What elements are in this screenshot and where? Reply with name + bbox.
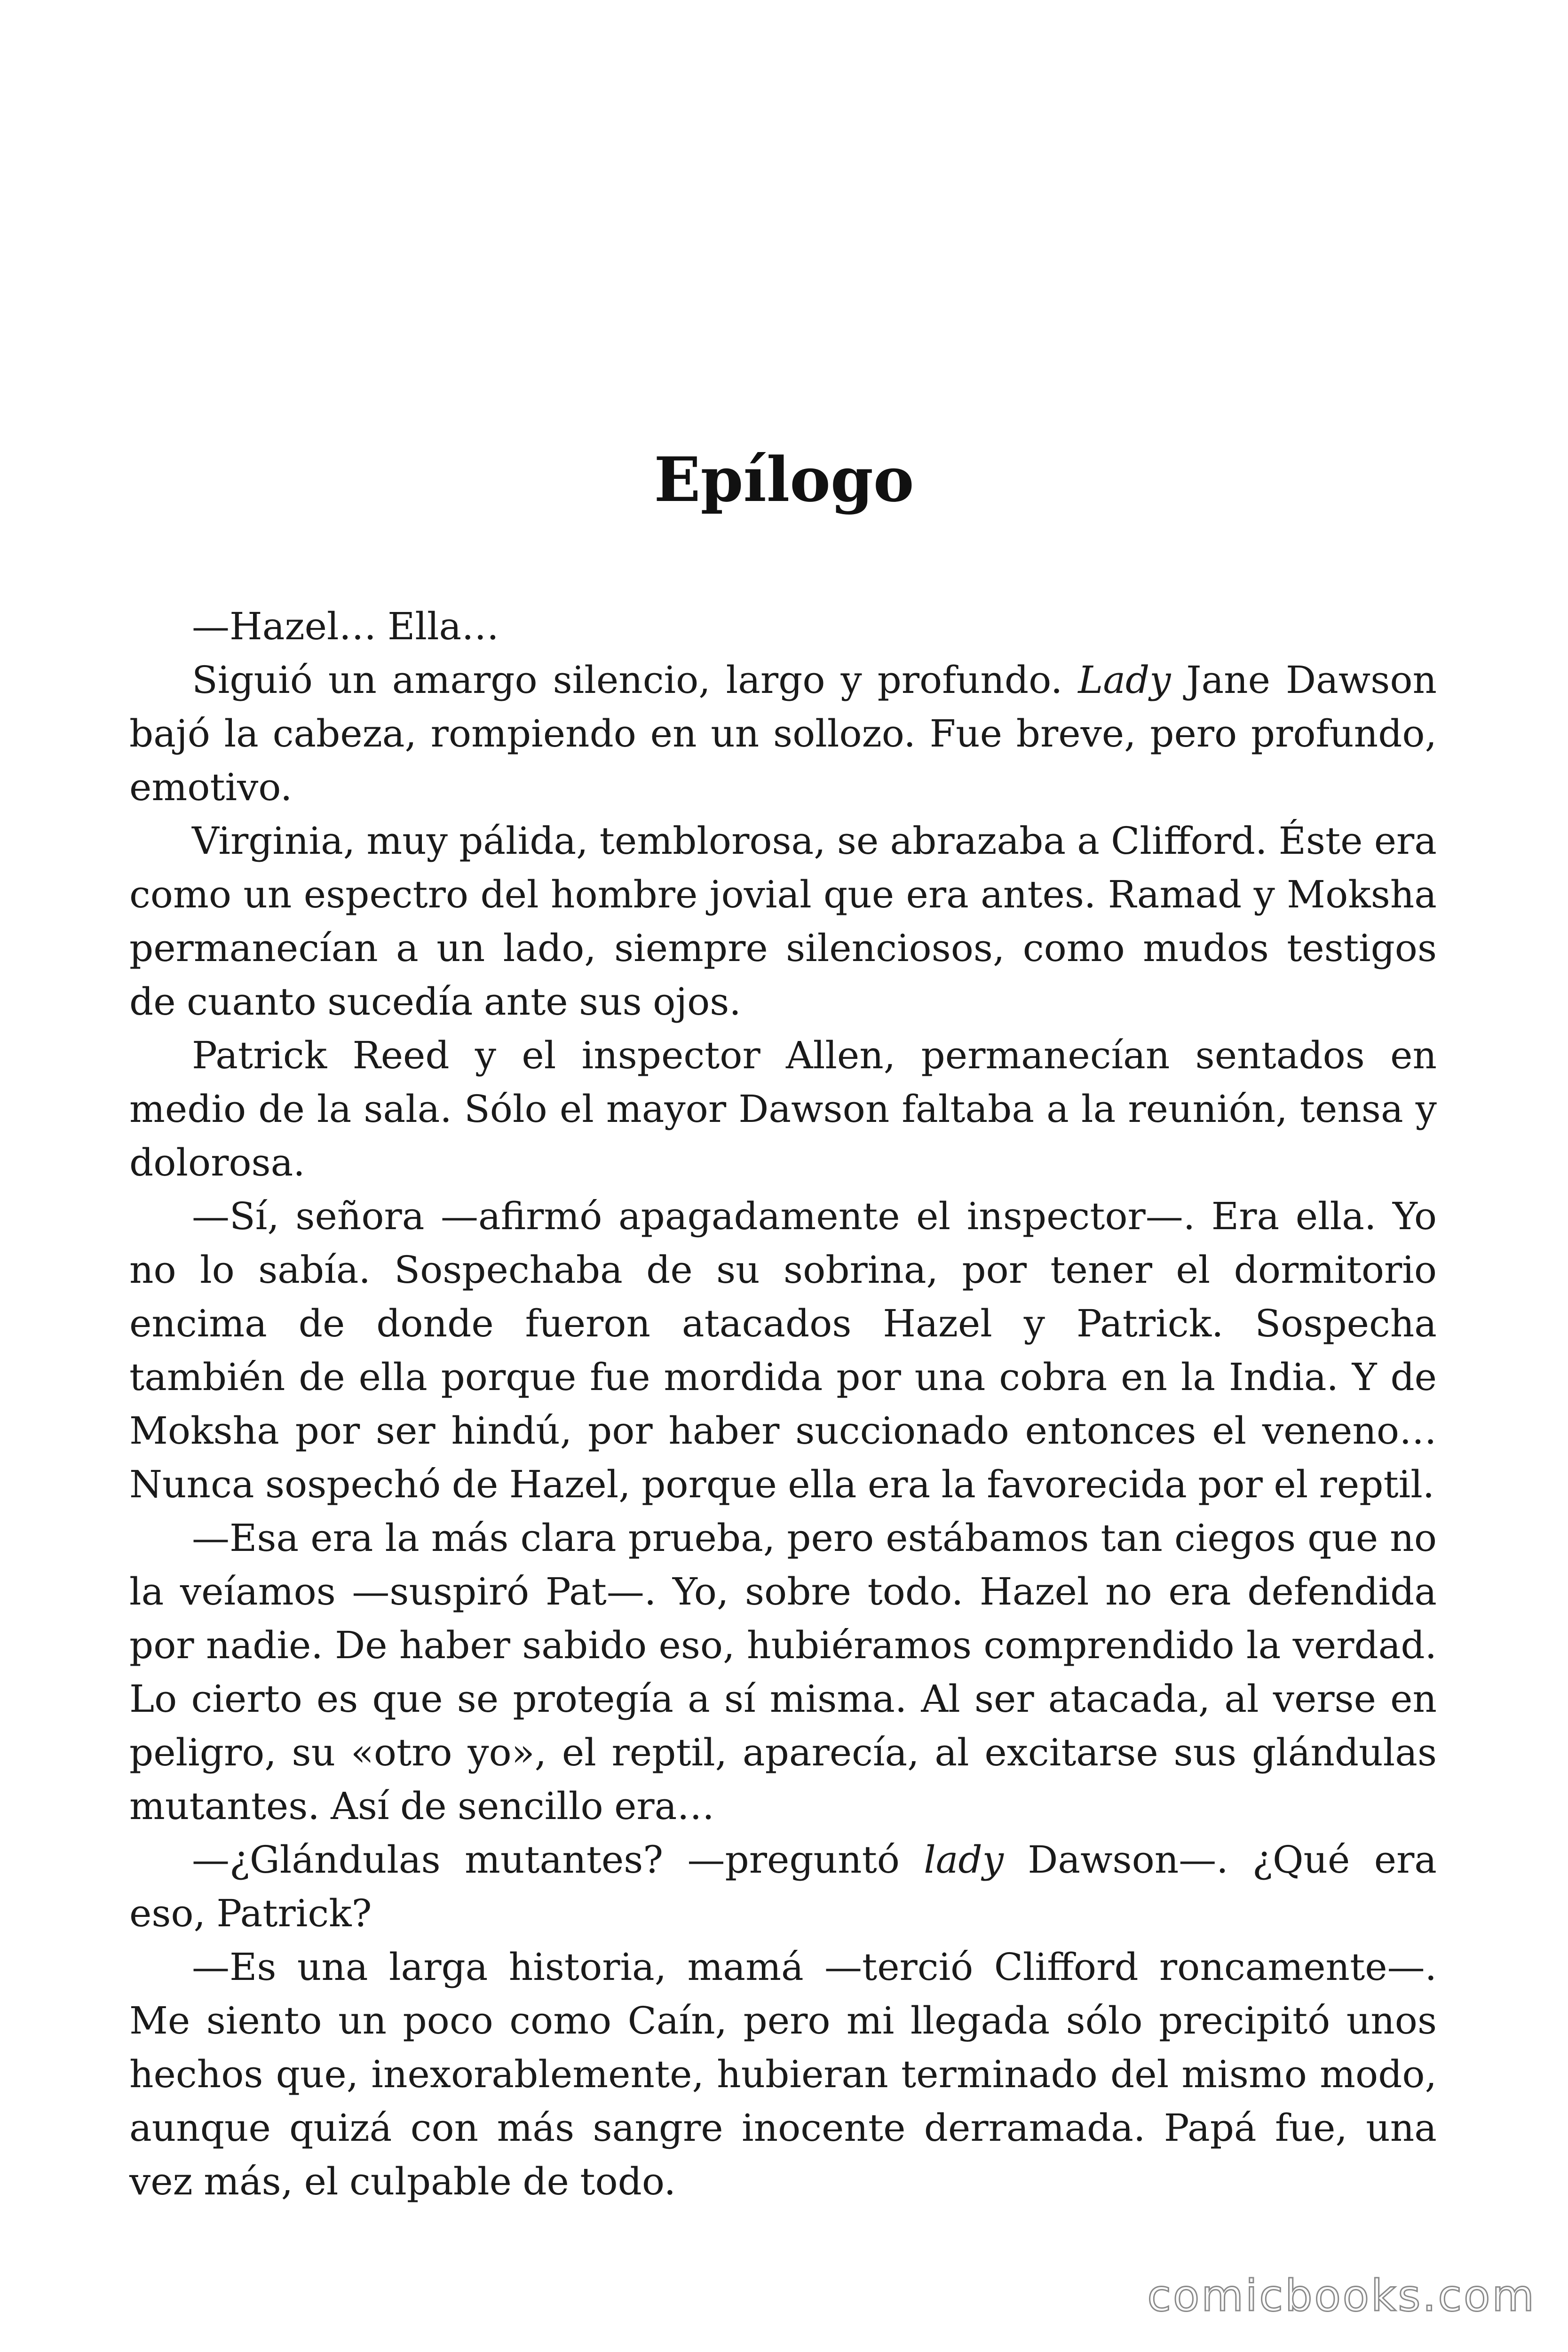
paragraph-text: Siguió un amargo silencio, largo y profundo. [192, 658, 1078, 702]
paragraph-text: Patrick Reed y el inspector Allen, permanecían sentados en medio de la sala. Sólo el mayor Dawson faltaba a la reunión, tensa y dolorosa. [129, 1033, 1437, 1184]
italic-word: Lady [1078, 658, 1171, 702]
paragraph-text: —Esa era la más clara prueba, pero estábamos tan ciegos que no la veíamos —suspiró Pat—. Yo, sobre todo. Hazel no era defendida por nadie. De haber sabido eso, hubiéramos comprendido la verdad. Lo cierto es que se protegía a sí misma. Al ser atacada, al verse en peligro, su «otro yo», el reptil, aparecía, al excitarse sus glándulas mutantes. Así de sencillo era… [129, 1516, 1437, 1828]
paragraph [129, 814, 1437, 1029]
watermark: comicbooks.com [1147, 2271, 1536, 2321]
italic-word: lady [924, 1838, 1004, 1882]
paragraph [129, 1190, 1437, 1511]
paragraph-text: —¿Glándulas mutantes? —preguntó [192, 1838, 924, 1882]
paragraph [129, 1833, 1437, 1940]
paragraph [129, 1511, 1437, 1833]
paragraph-text: Dawson—. ¿Qué era eso, Patrick? [129, 1838, 1437, 1935]
paragraph-text: Virginia, muy pálida, temblorosa, se abrazaba a Clifford. Éste era como un espectro del hombre jovial que era antes. Ramad y Moksha permanecían a un lado, siempre silenciosos, como mudos testigos de cuanto sucedía ante sus ojos. [129, 819, 1437, 1024]
paragraph [129, 1940, 1437, 2209]
paragraph-text: —Hazel… Ella… [192, 604, 499, 648]
paragraph [129, 600, 1437, 653]
paragraph-text: —Sí, señora —afirmó apagadamente el inspector—. Era ella. Yo no lo sabía. Sospechaba de su sobrina, por tener el dormitorio encima de donde fueron atacados Hazel y Patrick. Sospecha también de ella porque fue mordida por una cobra en la India. Y de Moksha por ser hindú, por haber succionado entonces el veneno… Nunca sospechó de Hazel, porque ella era la favorecida por el reptil. [129, 1194, 1437, 1506]
paragraph-text: —Es una larga historia, mamá —terció Clifford roncamente—. Me siento un poco como Caín, pero mi llegada sólo precipitó unos hechos que, inexorablemente, hubieran terminado del mismo modo, aunque quizá con más sangre inocente derramada. Papá fue, una vez más, el culpable de todo. [129, 1945, 1437, 2203]
paragraph [129, 653, 1437, 814]
paragraph-text: Jane Dawson bajó la cabeza, rompiendo en un sollozo. Fue breve, pero profundo, emotivo. [129, 658, 1437, 809]
chapter-title: Epílogo [654, 444, 914, 516]
body-text [129, 600, 1437, 2209]
paragraph [129, 1029, 1437, 1190]
